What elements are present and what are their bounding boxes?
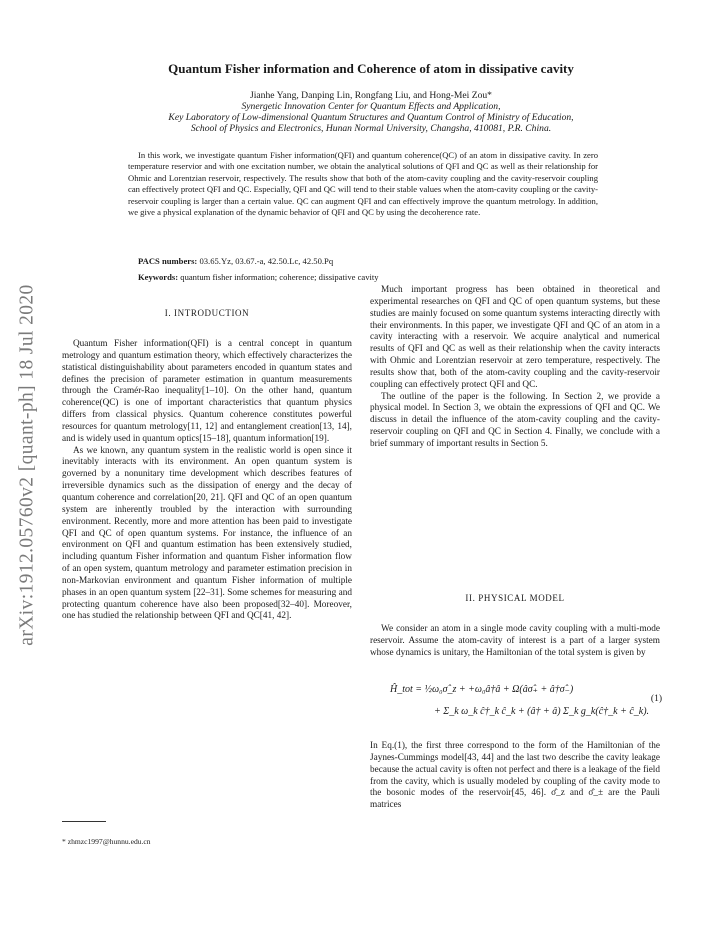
affiliation-line-1: Synergetic Innovation Center for Quantum Effects and Application,: [241, 101, 501, 112]
intro-paragraph-2: As we known, any quantum system in the realistic world is open since it inevitably interacts with its environment. An open quantum system is governed by a nonunitary time development which describes features of irreversible dynamics such as the dissipation of energy and the decay of quantum coherence and correlation[20, 21]. QFI and QC of an open quantum system are inherently troubled by the interaction with surrounding environment. Recently, more and more attention has been paid to investigate QFI and QC of open quantum systems. For instance, the influence of an environment on QFI and quantum estimation has been extensively studied, including quantum Fisher information and quantum Fisher information flow of an open system, quantum metrology and parameter estimation precision in non-Markovian environment and quantum Fisher information of multiple phases in an open quantum system [22–31]. Some schemes for measuring and protecting quantum coherence have also been proposed[32–40]. Moreover, one has studied the relationship between QFI and QC[41, 42].: [62, 445, 352, 622]
equation-1-number: (1): [650, 694, 662, 704]
affiliation-line-2: Key Laboratory of Low-dimensional Quantum Structures and Quantum Control of Ministry of Education,: [168, 112, 574, 123]
arxiv-side-stamp: [8, 245, 48, 685]
pacs-line: [138, 256, 598, 266]
author-block: [80, 90, 662, 134]
section-heading-introduction: I. INTRODUCTION: [164, 308, 250, 318]
left-column: [62, 339, 352, 623]
model-continued: [370, 741, 660, 812]
intro-paragraph-4: The outline of the paper is the following. In Section 2, we provide a physical model. In Section 3, we obtain the expressions of QFI and QC. We discuss in detail the influence of the atom-cavity coupling and the cavity-reservoir coupling on QFI and QC in Section 4. Finally, we conclude with a brief summary of important results in Section 5.: [370, 391, 660, 449]
section-heading-physical-model: II. PHYSICAL MODEL: [465, 593, 565, 603]
equation-1-line-2: + Σ_k ω_k ĉ†_k ĉ_k + (â† + â) Σ_k g_k(ĉ†_k + ĉ_k).: [434, 706, 650, 717]
keywords-value: quantum fisher information; coherence; dissipative cavity: [180, 272, 379, 282]
model-intro: [370, 624, 660, 660]
model-paragraph-2: In Eq.(1), the first three correspond to the form of the Hamiltonian of the Jaynes-Cummings model[43, 44] and the last two describe the cavity leakage because the actual cavity is often not perfect and there is a leakage of the field from the cavity, which is usually modeled by coupling of the cavity mode to the bosonic modes of the reservoir[45, 46]. σ̂_z and σ̂_± are the Pauli matrices: [370, 741, 660, 811]
abstract: In this work, we investigate quantum Fisher information(QFI) and quantum coherence(QC) of an atom in dissipative cavity. In zero temperature reservior and with one excitation number, we obtain the analytical solutions of QFI and QC as well as their relationship for Ohmic and Lorentzian reservoir, respectively. The results show that both of the atom-cavity coupling and the cavity-reservoir coupling can effectively protect QFI and QC. Especially, QFI and QC will tend to their stable values when the atom-cavity coupling or the cavity-reservoir coupling is larger than a certain value. QC can augment QFI and can effectively improve the quantum metrology. In addition, we give a physical explanation of the dynamic behavior of QFI and QC by using the decoherence rate.: [128, 150, 598, 218]
affiliation-line-3: School of Physics and Electronics, Hunan Normal University, Changsha, 410081, P.R. China.: [190, 123, 552, 134]
keywords-line: [138, 272, 598, 282]
intro-paragraph-3: Much important progress has been obtained in theoretical and experimental researches on QFI and QC of open quantum systems, but these studies are mainly focused on some quantum systems interacting directly with their environments. In this paper, we investigate QFI and QC of an atom in a cavity interacting with a reservoir. We acquire analytical and numerical results of QFI and QC as well as their relationship when the cavity interacts with Ohmic and Lorentzian reservoir at zero temperature, respectively. The results show that, both of the atom-cavity coupling and the cavity-reservoir coupling can effectively protect QFI and QC.: [370, 285, 660, 390]
equation-1: [376, 680, 666, 728]
pacs-label: PACS numbers:: [138, 256, 198, 266]
arxiv-identifier: arXiv:1912.05760v2 [quant-ph] 18 Jul 2020: [17, 284, 38, 646]
footnote-email: * zhmzc1997@hunnu.edu.cn: [62, 837, 151, 846]
intro-paragraph-1: Quantum Fisher information(QFI) is a central concept in quantum metrology and quantum estimation theory, which effectively characterizes the statistical distinguishability about parameters encoded in quantum states and defines the precision of parameter estimation in quantum measurements through the Cramér-Rao inequality[1–10]. On the other hand, quantum coherence(QC) is one of important characteristics that quantum physics differs from classical physics. Quantum coherence constitutes powerful resources for quantum metrology[11, 12] and entanglement creation[13, 14], and is widely used in quantum optics[15–18], quantum information[19].: [62, 339, 352, 444]
footnote-rule: [62, 821, 106, 822]
right-column-top: [370, 285, 660, 451]
paper-title: Quantum Fisher information and Coherence of atom in dissipative cavity: [168, 61, 574, 76]
equation-1-line-1: Ĥ_tot = ½ω₀σ̂_z + +ω₀â†â + Ω(âσ̂₊ + â†σ̂₋): [390, 684, 574, 695]
keywords-label: Keywords:: [138, 272, 179, 282]
author-list: Jianhe Yang, Danping Lin, Rongfang Liu, and Hong-Mei Zou*: [250, 90, 492, 101]
pacs-value: 03.65.Yz, 03.67.-a, 42.50.Lc, 42.50.Pq: [199, 256, 334, 266]
model-paragraph-1: We consider an atom in a single mode cavity coupling with a multi-mode reservoir. Assume the atom-cavity of interest is a part of a larger system whose dynamics is unitary, the Hamiltonian of the total system is given by: [370, 624, 660, 658]
